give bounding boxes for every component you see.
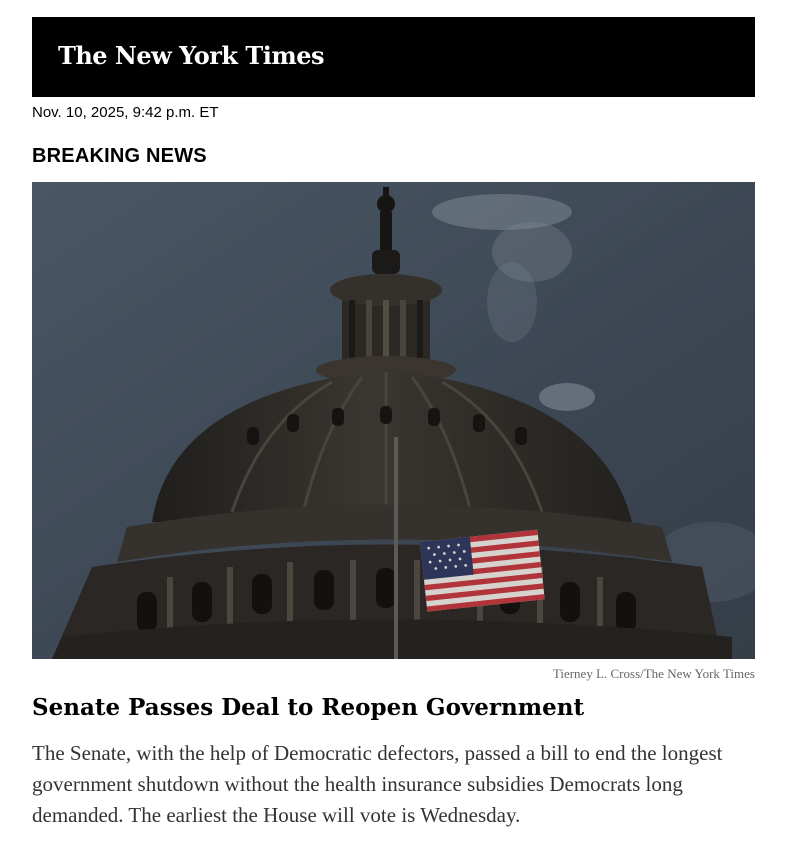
- article-summary: The Senate, with the help of Democratic defectors, passed a bill to end the longest government shutdown without the health insurance subsidies Democrats long demanded. The earliest the House will vote is Wednesday.: [32, 741, 723, 827]
- breaking-news-label: BREAKING NEWS: [32, 145, 207, 167]
- capitol-dome-image: [32, 182, 755, 659]
- article-headline[interactable]: Senate Passes Deal to Reopen Government: [32, 694, 585, 721]
- dateline: Nov. 10, 2025, 9:42 p.m. ET: [32, 104, 219, 121]
- masthead[interactable]: [32, 17, 755, 97]
- nyt-logo[interactable]: The New York Times: [58, 41, 324, 70]
- photo-credit: Tierney L. Cross/The New York Times: [552, 666, 755, 681]
- article-photo[interactable]: [32, 182, 755, 659]
